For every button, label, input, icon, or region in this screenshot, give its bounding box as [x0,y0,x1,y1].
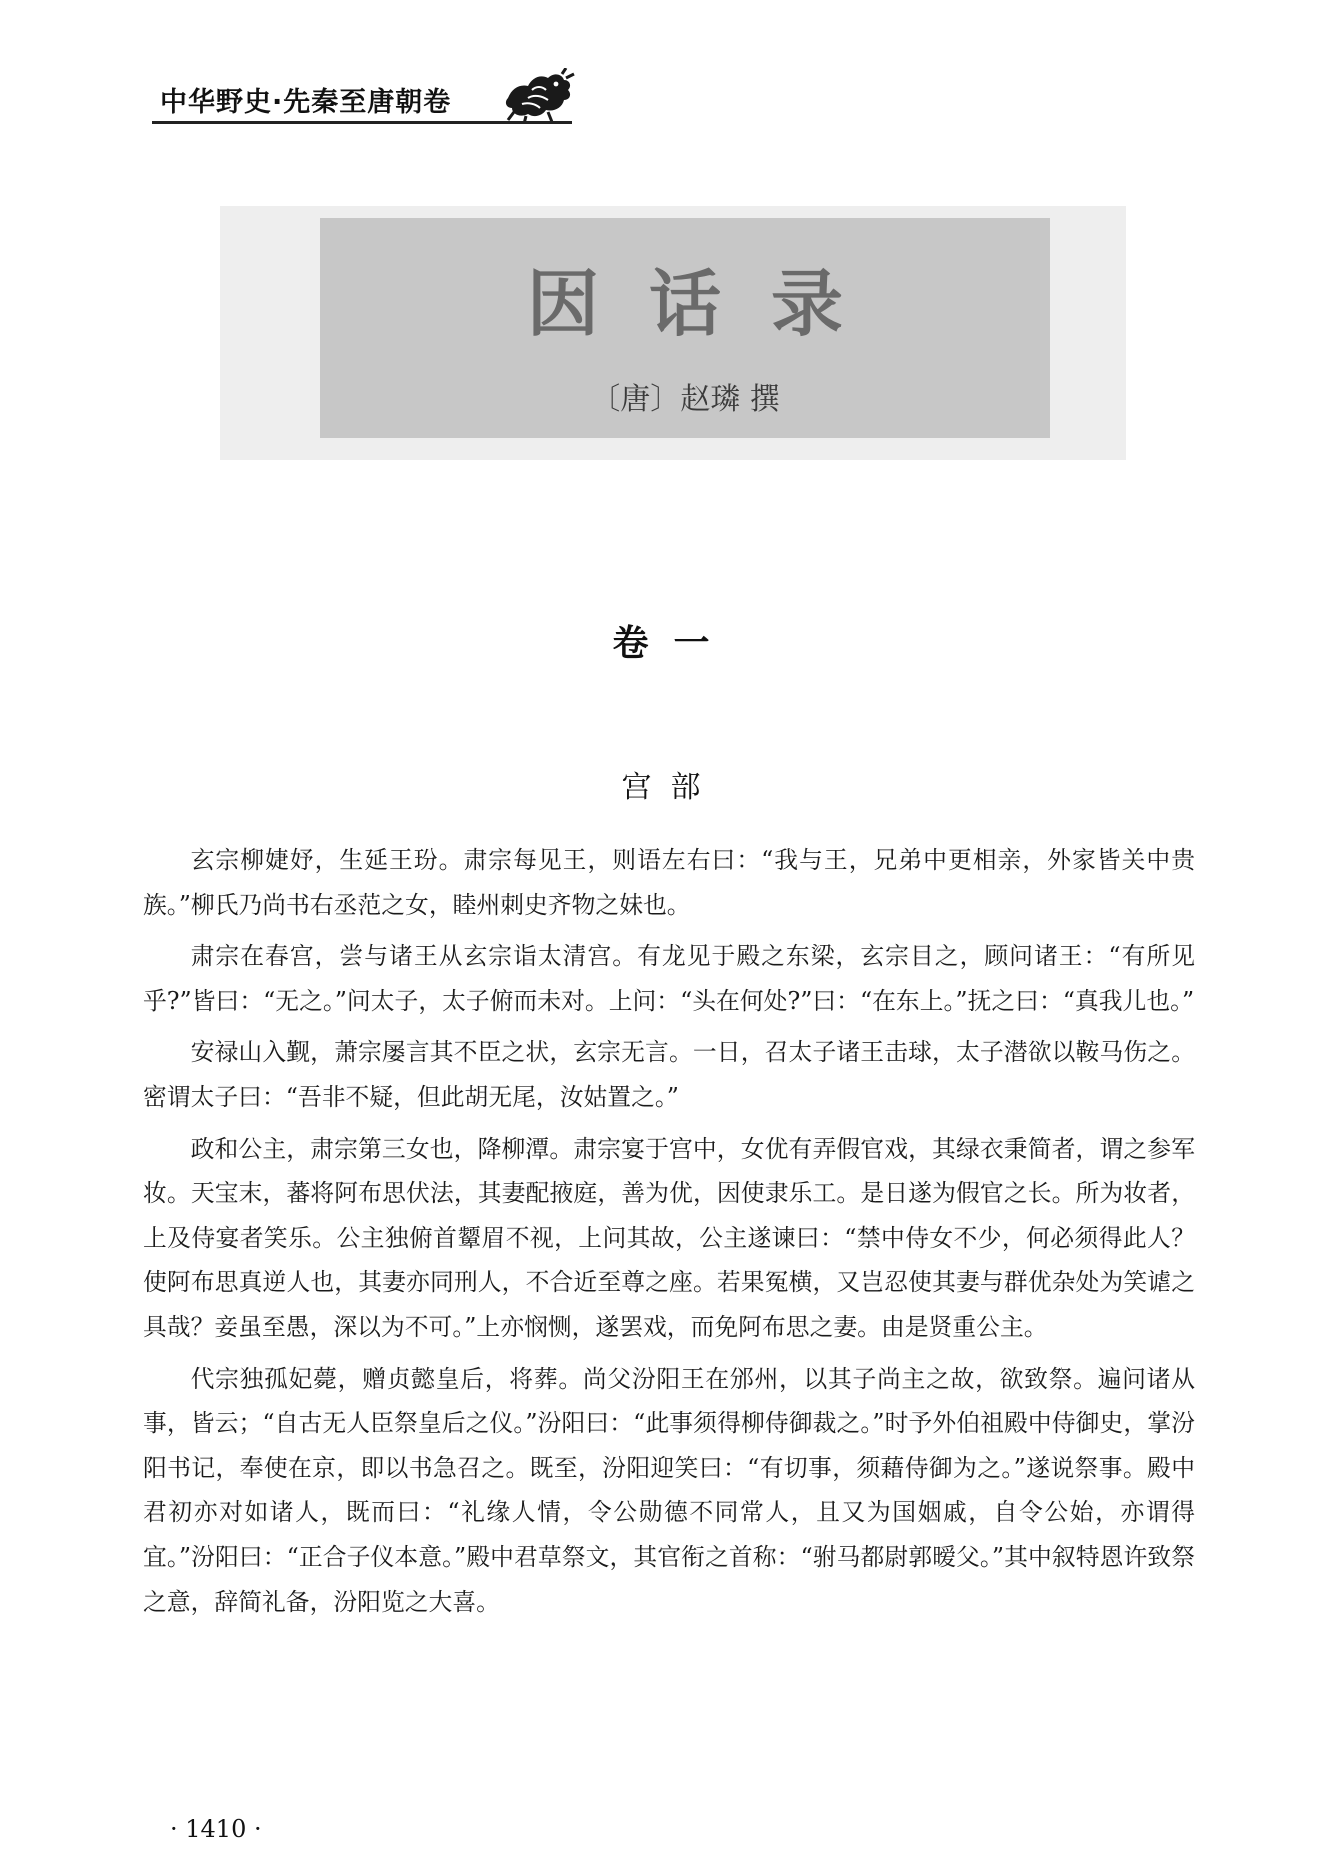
paragraph: 玄宗柳婕妤，生延王玢。肃宗每见王，则语左右曰：“我与王，兄弟中更相亲，外家皆关中贵族。”柳氏乃尚书右丞范之女，睦州刺史齐物之妹也。 [143,846,1195,919]
book-author: 〔唐〕赵璘 撰 [590,382,780,417]
volume-heading: 卷 一 [612,623,710,664]
paragraph: 肃宗在春宫，尝与诸王从玄宗诣太清宫。有龙见于殿之东梁，玄宗目之，顾问诸王：“有所见乎?”皆曰：“无之。”问太子，太子俯而未对。上问：“头在何处?”曰：“在东上。”抚之曰：“真我儿也。” [143,942,1195,1015]
running-title: 中华野史·先秦至唐朝卷 [160,87,452,118]
book-title: 因话录 [526,262,893,346]
section-heading: 宫 部 [621,770,701,805]
header-rule [152,121,572,124]
body-text [143,838,1195,1631]
paragraph: 政和公主，肃宗第三女也，降柳潭。肃宗宴于宫中，女优有弄假官戏，其绿衣秉简者，谓之参军妆。天宝末，蕃将阿布思伏法，其妻配掖庭，善为优，因使隶乐工。是日遂为假官之长。所为妆者，上及侍宴者笑乐。公主独俯首颦眉不视，上问其故，公主遂谏曰：“禁中侍女不少，何必须得此人？使阿布思真逆人也，其妻亦同刑人，不合近至尊之座。若果冤横，又岂忍使其妻与群优杂处为笑谑之具哉？妾虽至愚，深以为不可。”上亦悯恻，遂罢戏，而免阿布思之妻。由是贤重公主。 [143,1134,1195,1341]
page-number: · 1410 · [170,1815,262,1843]
paragraph: 安禄山入觐，萧宗屡言其不臣之状，玄宗无言。一日，召太子诸王击球，太子潜欲以鞍马伤之。密谓太子曰：“吾非不疑，但此胡无尾，汝姑置之。” [143,1038,1195,1111]
dragon-icon [502,68,576,124]
title-box [320,218,1050,438]
paragraph: 代宗独孤妃薨，赠贞懿皇后，将葬。尚父汾阳王在邠州，以其子尚主之故，欲致祭。遍问诸从事，皆云；“自古无人臣祭皇后之仪。”汾阳曰：“此事须得柳侍御裁之。”时予外伯祖殿中侍御史，掌汾阳书记，奉使在京，即以书急召之。既至，汾阳迎笑曰：“有切事，须藉侍御为之。”遂说祭事。殿中君初亦对如诸人，既而曰：“礼缘人情，令公勋德不同常人，且又为国姻戚，自令公始，亦谓得宜。”汾阳曰：“正合子仪本意。”殿中君草祭文，其官衔之首称：“驸马都尉郭暧父。”其中叙特恩许致祭之意，辞简礼备，汾阳览之大喜。 [143,1364,1195,1616]
